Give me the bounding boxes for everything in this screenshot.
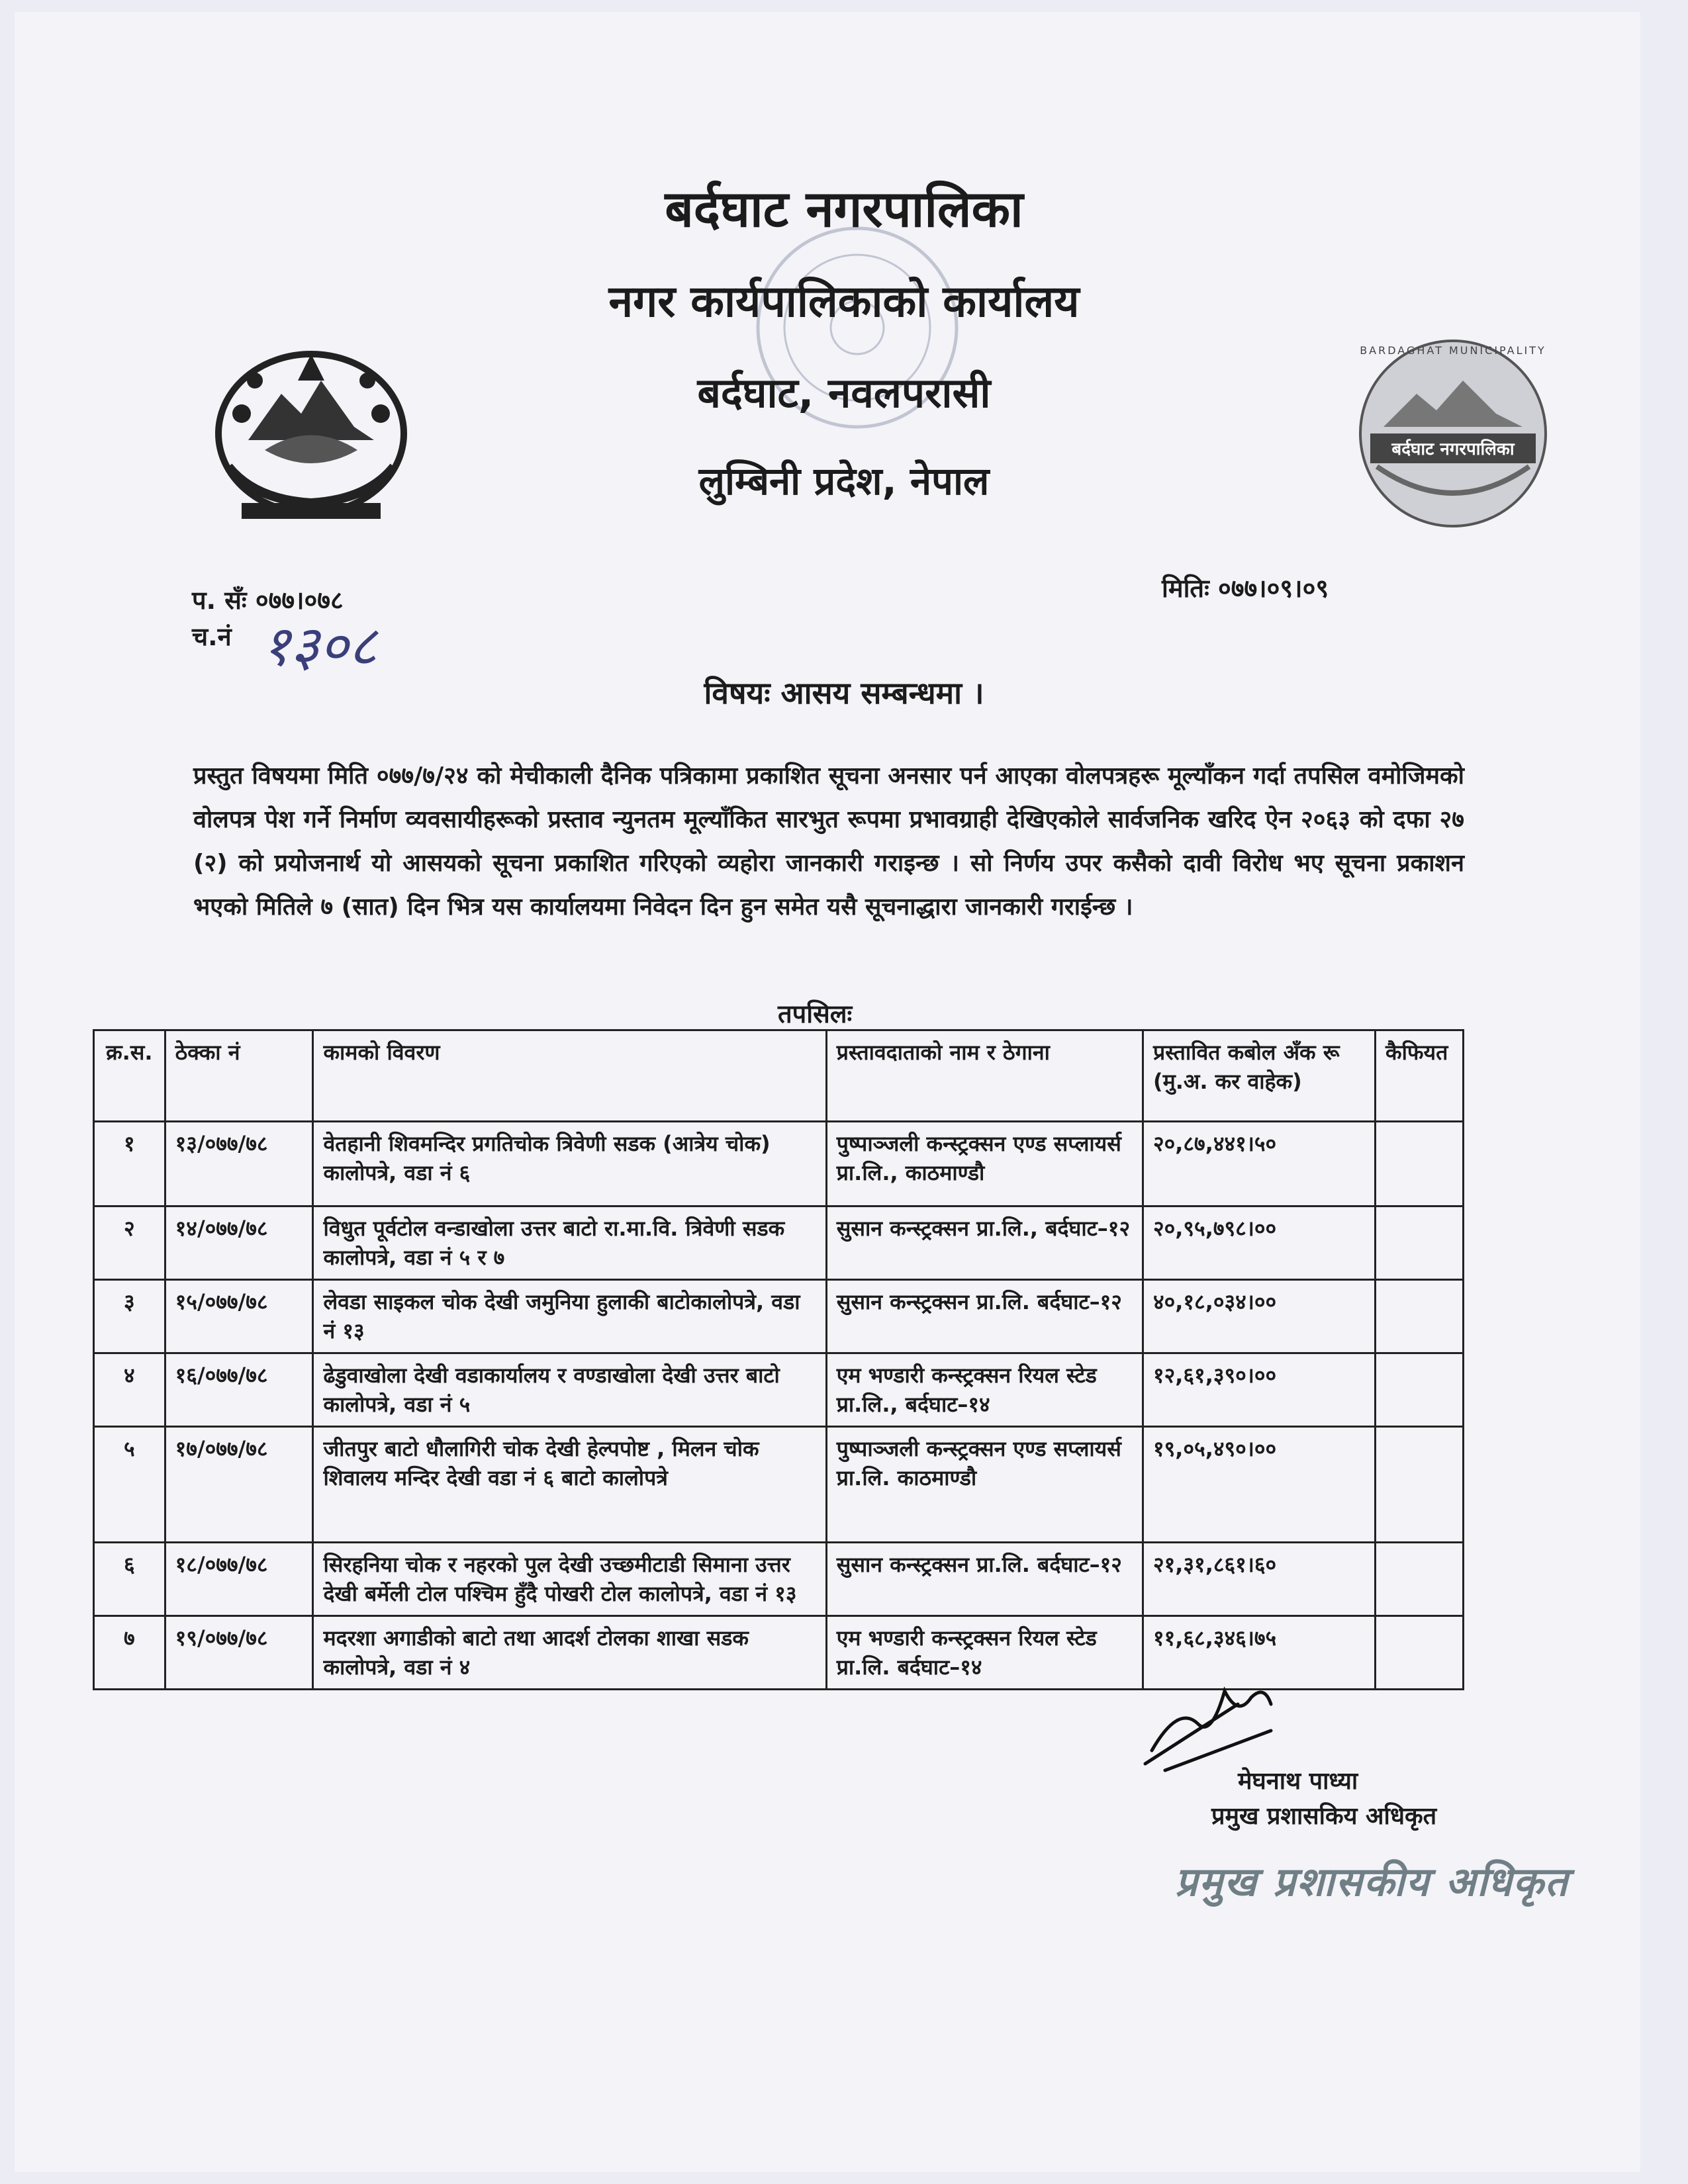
col-header-sn: क्र.स. [94,1030,165,1122]
cell-bidder: पुष्पाञ्जली कन्स्ट्रक्सन एण्ड सप्लायर्स प्रा.लि. काठमाण्डौ [826,1427,1143,1543]
cell-bidder: पुष्पाञ्जली कन्स्ट्रक्सन एण्ड सप्लायर्स प्रा.लि., काठमाण्डौ [826,1122,1143,1206]
signature-scribble-icon [1139,1664,1278,1777]
col-header-remarks: कैफियत [1376,1030,1464,1122]
cell-amount: २०,९५,७९८।०० [1143,1206,1375,1280]
cell-sn: ६ [94,1543,165,1616]
dispatch-number-handwritten: १३०८ [261,614,377,678]
cell-amount: २१,३१,८६१।६० [1143,1543,1375,1616]
notice-body: प्रस्तुत विषयमा मिति ०७७/७/२४ को मेचीकाली दैनिक पत्रिकामा प्रकाशित सूचना अनसार पर्न आएका वोलपत्रहरू मूल्याँकन गर्दा तपसिल वमोजिमको वोलपत्र पेश गर्ने निर्माण व्यवसायीहरूको प्रस्ताव न्युनतम मूल्याँकित सारभुत रूपमा प्रभावग्राही देखिएकोले सार्वजनिक खरिद ऐन २०६३ को दफा २७ (२) को प्रयोजनार्थ यो आसयको सूचना प्रकाशित गरिएको व्यहोरा जानकारी गराइन्छ । सो निर्णय उपर कसैको दावी विरोध भए सूचना प्रकाशन भएको मितिले ७ (सात) दिन भित्र यस कार्यालयमा निवेदन दिन हुन समेत यसै सूचनाद्धारा जानकारी गराईन्छ । [193,762,1464,921]
cell-remarks [1376,1280,1464,1353]
details-label: तपसिलः [778,999,853,1028]
designation-seal: प्रमुख प्रशासकीय अधिकृत [1175,1859,1569,1905]
municipality-name: बर्दघाट नगरपालिका [665,179,1023,238]
table-row [94,1122,1464,1206]
subject-line: विषयः आसय सम्बन्धमा । [704,675,984,711]
province-country: लुम्बिनी प्रदेश, नेपाल [698,459,990,504]
cell-work: वेतहानी शिवमन्दिर प्रगतिचोक त्रिवेणी सडक (आत्रेय चोक) कालोपत्रे, वडा नं ६ [313,1122,826,1206]
cell-work: लेवडा साइकल चोक देखी जमुनिया हुलाकी बाटोकालोपत्रे, वडा नं १३ [313,1280,826,1353]
cell-remarks [1376,1427,1464,1543]
cell-bidder: सुसान कन्स्ट्रक्सन प्रा.लि. बर्दघाट–१२ [826,1543,1143,1616]
table-row [94,1427,1464,1543]
dispatch-number-label: च.नं [192,622,232,651]
cell-sn: १ [94,1122,165,1206]
col-header-bidder: प्रस्तावदाताको नाम र ठेगाना [826,1030,1143,1122]
cell-amount: १९,०५,४९०।०० [1143,1427,1375,1543]
cell-work: मदरशा अगाडीको बाटो तथा आदर्श टोलका शाखा सडक कालोपत्रे, वडा नं ४ [313,1616,826,1690]
cell-remarks [1376,1206,1464,1280]
cell-sn: ४ [94,1353,165,1427]
office-location: बर्दघाट, नवलपरासी [697,369,991,417]
col-header-work: कामको विवरण [313,1030,826,1122]
signer-title: प्रमुख प्रशासकिय अधिकृत [1211,1803,1437,1830]
letter-date: मितिः ०७७।०९।०९ [1162,574,1329,603]
cell-sn: ५ [94,1427,165,1543]
cell-amount: ४०,१८,०३४।०० [1143,1280,1375,1353]
cell-sn: ३ [94,1280,165,1353]
table-row [94,1206,1464,1280]
cell-bidder: एम भण्डारी कन्स्ट्रक्सन रियल स्टेड प्रा.लि. बर्दघाट–१४ [826,1616,1143,1690]
cell-sn: ७ [94,1616,165,1690]
letter-number: प. सँः ०७७।०७८ [192,586,344,615]
table-row [94,1543,1464,1616]
cell-contract-no: १६/०७७/७८ [165,1353,313,1427]
cell-bidder: एम भण्डारी कन्स्ट्रक्सन रियल स्टेड प्रा.लि., बर्दघाट–१४ [826,1353,1143,1427]
bid-table [93,1029,1464,1690]
cell-amount: १२,६१,३९०।०० [1143,1353,1375,1427]
cell-contract-no: १४/०७७/७८ [165,1206,313,1280]
cell-contract-no: १७/०७७/७८ [165,1427,313,1543]
signer-name: मेघनाथ पाध्या [1238,1768,1358,1795]
cell-contract-no: १३/०७७/७८ [165,1122,313,1206]
cell-contract-no: १९/०७७/७८ [165,1616,313,1690]
cell-work: विधुत पूर्वटोल वन्डाखोला उत्तर बाटो रा.मा.वि. त्रिवेणी सडक कालोपत्रे, वडा नं ५ र ७ [313,1206,826,1280]
col-header-contract-no: ठेक्का नं [165,1030,313,1122]
cell-remarks [1376,1543,1464,1616]
cell-amount: ११,६८,३४६।७५ [1143,1616,1375,1690]
cell-amount: २०,८७,४४१।५० [1143,1122,1375,1206]
table-row [94,1353,1464,1427]
municipality-logo-text: बर्दघाट नगरपालिका [1391,439,1515,459]
table-row [94,1280,1464,1353]
col-header-amount: प्रस्तावित कबोल अँक रू (मु.अ. कर वाहेक) [1143,1030,1375,1122]
cell-contract-no: १५/०७७/७८ [165,1280,313,1353]
table-header-row [94,1030,1464,1122]
municipality-ring-text: BARDAGHAT MUNICIPALITY [1360,344,1546,357]
cell-work: ढेडुवाखोला देखी वडाकार्यालय र वण्डाखोला देखी उत्तर बाटो कालोपत्रे, वडा नं ५ [313,1353,826,1427]
cell-work: जीतपुर बाटो धौलागिरी चोक देखी हेल्पपोष्ट , मिलन चोक शिवालय मन्दिर देखी वडा नं ६ बाटो कालोपत्रे [313,1427,826,1543]
cell-remarks [1376,1122,1464,1206]
cell-bidder: सुसान कन्स्ट्रक्सन प्रा.लि., बर्दघाट–१२ [826,1206,1143,1280]
cell-remarks [1376,1616,1464,1690]
cell-contract-no: १८/०७७/७८ [165,1543,313,1616]
cell-sn: २ [94,1206,165,1280]
cell-bidder: सुसान कन्स्ट्रक्सन प्रा.लि. बर्दघाट–१२ [826,1280,1143,1353]
office-name: नगर कार्यपालिकाको कार्यालय [608,276,1080,327]
cell-remarks [1376,1353,1464,1427]
cell-work: सिरहनिया चोक र नहरको पुल देखी उच्छमीटाडी सिमाना उत्तर देखी बर्मेली टोल पश्चिम हुँदै पोखरी टोल कालोपत्रे, वडा नं १३ [313,1543,826,1616]
